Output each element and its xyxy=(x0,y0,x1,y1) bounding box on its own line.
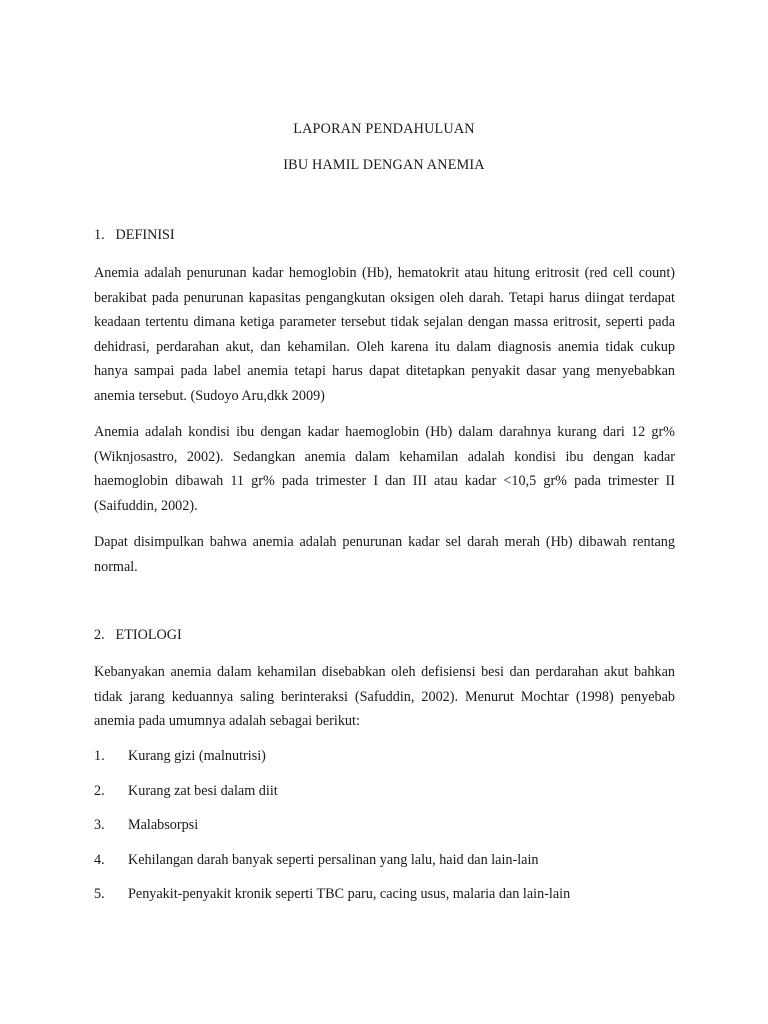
list-item-text: Kurang gizi (malnutrisi) xyxy=(128,748,266,764)
section-heading-etiologi xyxy=(94,627,182,644)
cause-list xyxy=(94,746,694,919)
document-title: LAPORAN PENDAHULUAN xyxy=(293,121,475,137)
list-item xyxy=(94,884,694,919)
section-number: 2. xyxy=(94,627,105,643)
section-number: 1. xyxy=(94,227,105,243)
document-subtitle: IBU HAMIL DENGAN ANEMIA xyxy=(283,157,485,173)
list-number: 1. xyxy=(94,748,105,764)
list-number: 3. xyxy=(94,817,105,833)
paragraph: Dapat disimpulkan bahwa anemia adalah penurunan kadar sel darah merah (Hb) dibawah rentang normal. xyxy=(94,534,675,575)
list-item xyxy=(94,850,694,885)
list-item xyxy=(94,815,694,850)
section-heading-definisi xyxy=(94,227,175,244)
paragraph: Anemia adalah penurunan kadar hemoglobin (Hb), hematokrit atau hitung eritrosit (red cell count) berakibat pada penurunan kapasitas pengangkutan oksigen oleh darah. Tetapi harus diingat terdapat keadaan tertentu dimana ketiga parameter tersebut tidak sejalan dengan massa eritrosit, seperti pada dehidrasi, perdarahan akut, dan kehamilan. Oleh karena itu dalam diagnosis anemia tidak cukup hanya sampai pada label anemia tetapi harus dapat ditetapkan penyakit dasar yang menyebabkan anemia tersebut. (Sudoyo Aru,dkk 2009) xyxy=(94,265,675,404)
list-number: 2. xyxy=(94,782,105,799)
list-number: 4. xyxy=(94,851,105,868)
list-item-text: Kehilangan darah banyak seperti persalinan yang lalu, haid dan lain-lain xyxy=(128,851,539,868)
paragraph: Kebanyakan anemia dalam kehamilan disebabkan oleh defisiensi besi dan perdarahan akut bahkan tidak jarang keduannya saling berinteraksi (Safuddin, 2002). Menurut Mochtar (1998) penyebab anemia pada umumnya adalah sebagai berikut: xyxy=(94,664,675,730)
list-number: 5. xyxy=(94,886,105,902)
list-item-text: Penyakit-penyakit kronik seperti TBC paru, cacing usus, malaria dan lain-lain xyxy=(128,886,571,902)
list-item-text: Kurang zat besi dalam diit xyxy=(128,782,278,799)
list-item xyxy=(94,746,694,781)
paragraph: Anemia adalah kondisi ibu dengan kadar haemoglobin (Hb) dalam darahnya kurang dari 12 gr% (Wiknjosastro, 2002). Sedangkan anemia dalam kehamilan adalah kondisi ibu dengan kadar haemoglobin dibawah 11 gr% pada trimester I dan III atau kadar <10,5 gr% pada trimester II (Saifuddin, 2002). xyxy=(94,424,675,514)
section-heading-text: ETIOLOGI xyxy=(115,627,182,643)
section-heading-text: DEFINISI xyxy=(115,227,175,243)
list-item-text: Malabsorpsi xyxy=(128,817,199,833)
list-item xyxy=(94,781,694,816)
